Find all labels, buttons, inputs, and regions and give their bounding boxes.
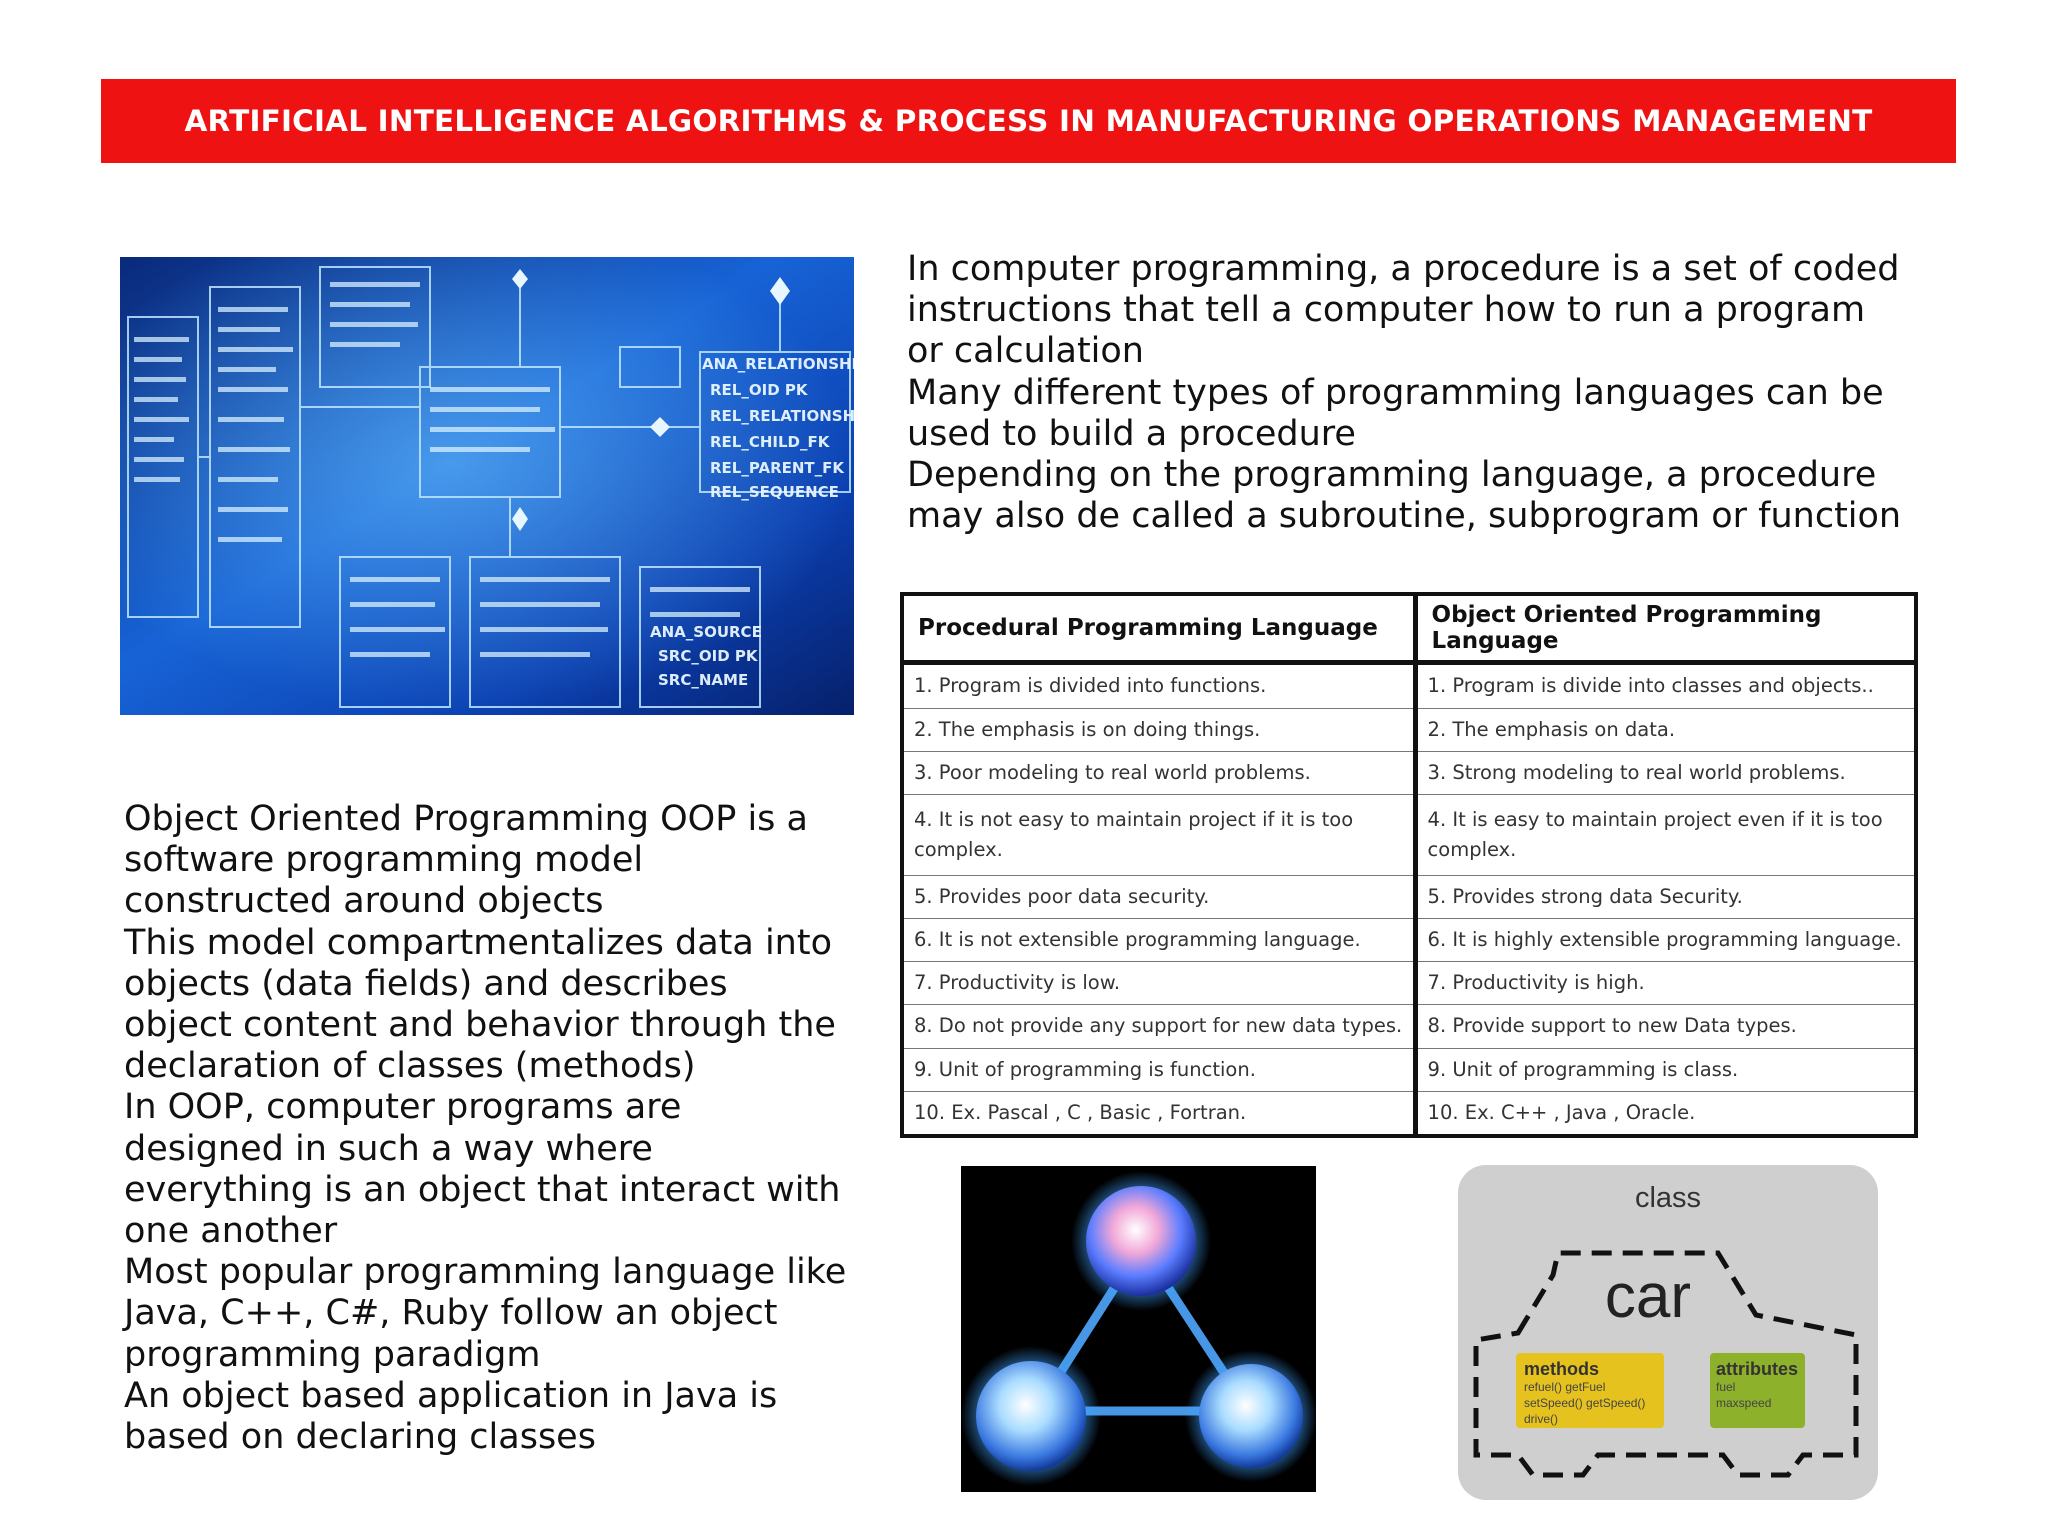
- procedural-cell: 6. It is not extensible programming language.: [904, 918, 1415, 961]
- oop-cell: 9. Unit of programming is class.: [1415, 1048, 1914, 1091]
- oop-cell: 10. Ex. C++ , Java , Oracle.: [1427, 1100, 1696, 1124]
- class-car-diagram: [1458, 1165, 1878, 1500]
- table-row: [904, 795, 1914, 875]
- diagram-label: REL_PARENT_FK: [710, 459, 845, 477]
- procedural-cell: 10. Ex. Pascal , C , Basic , Fortran.: [904, 1091, 1415, 1134]
- methods-title: methods: [1524, 1359, 1600, 1379]
- oop-cell: 6. It is highly extensible programming language.: [1415, 918, 1914, 961]
- comparison-table: [900, 592, 1918, 1138]
- diagram-label: SRC_NAME: [658, 671, 749, 689]
- table-row: [904, 918, 1914, 961]
- car-label: car: [1604, 1262, 1692, 1331]
- oop-cell: 8. Provide support to new Data types.: [1415, 1005, 1914, 1048]
- diagram-label: ANA_RELATIONSHIP: [702, 355, 854, 373]
- procedural-cell: 2. The emphasis is on doing things.: [904, 708, 1415, 751]
- table-header-row: [904, 596, 1914, 663]
- table-row: [904, 875, 1914, 918]
- diagram-label: REL_OID PK: [710, 381, 808, 399]
- diagram-label: REL_RELATIONSH: [710, 407, 854, 425]
- diagram-label: ANA_SOURCE: [650, 623, 762, 641]
- oop-description: Object Oriented Programming OOP is a software programming model constructed around objects This model compartmentalizes data into objects (data fields) and describes object content and behavior through the declaration of classes (methods) In OOP, computer programs are designed in such a way where everything is an object that interact with one another Most popular programming language like Java, C++, C#, Ruby follow an object programming paradigm An object based application in Java is based on declaring classes: [124, 799, 847, 1458]
- connected-spheres-image: [961, 1166, 1316, 1492]
- table-row: [904, 1091, 1914, 1134]
- procedural-cell: 1. Program is divided into functions.: [904, 663, 1415, 709]
- database-diagram-image: [120, 257, 854, 715]
- procedural-header: Procedural Programming Language: [904, 596, 1415, 663]
- diagram-label: SRC_OID PK: [658, 647, 758, 665]
- class-label: class: [1634, 1182, 1702, 1214]
- table-row: [904, 708, 1914, 751]
- table-row: [904, 962, 1914, 1005]
- procedural-cell: 9. Unit of programming is function.: [904, 1048, 1415, 1091]
- procedural-cell: 7. Productivity is low.: [904, 962, 1415, 1005]
- oop-cell: 1. Program is divide into classes and objects..: [1415, 663, 1914, 709]
- oop-cell: 2. The emphasis on data.: [1415, 708, 1914, 751]
- procedural-cell: 4. It is not easy to maintain project if it is too complex.: [904, 795, 1415, 875]
- oop-cell: 3. Strong modeling to real world problems.: [1415, 751, 1914, 794]
- table-row: [904, 751, 1914, 794]
- title-banner: [101, 79, 1956, 163]
- oop-cell: 4. It is easy to maintain project even if it is too complex.: [1415, 795, 1914, 875]
- oop-cell: 7. Productivity is high.: [1415, 962, 1914, 1005]
- attribute-line: fuel: [1716, 1380, 1736, 1394]
- attributes-title: attributes: [1716, 1359, 1799, 1379]
- table-row: [904, 663, 1914, 709]
- diagram-label: REL_SEQUENCE: [710, 483, 839, 501]
- method-line: setSpeed() getSpeed(): [1524, 1396, 1646, 1410]
- oop-cell: 5. Provides strong data Security.: [1415, 875, 1914, 918]
- procedural-cell: 5. Provides poor data security.: [904, 875, 1415, 918]
- procedure-description: In computer programming, a procedure is a set of coded instructions that tell a computer how to run a program or calculation Many different types of programming languages can be used to build a procedure Depending on the programming language, a procedure may also de called a subroutine, subprogram or function: [907, 249, 1902, 537]
- procedural-cell: 8. Do not provide any support for new data types.: [904, 1005, 1415, 1048]
- method-line: drive(): [1524, 1412, 1559, 1426]
- table-row: [904, 1048, 1914, 1091]
- procedural-cell: 3. Poor modeling to real world problems.: [904, 751, 1415, 794]
- attribute-line: maxspeed: [1716, 1396, 1772, 1410]
- banner-title: ARTIFICIAL INTELLIGENCE ALGORITHMS & PROCESS IN MANUFACTURING OPERATIONS MANAGEMENT: [184, 104, 1873, 138]
- method-line: refuel() getFuel: [1524, 1380, 1606, 1394]
- diagram-label: REL_CHILD_FK: [710, 433, 830, 451]
- oop-header: Object Oriented Programming Language: [1415, 596, 1914, 663]
- table-row: [904, 1005, 1914, 1048]
